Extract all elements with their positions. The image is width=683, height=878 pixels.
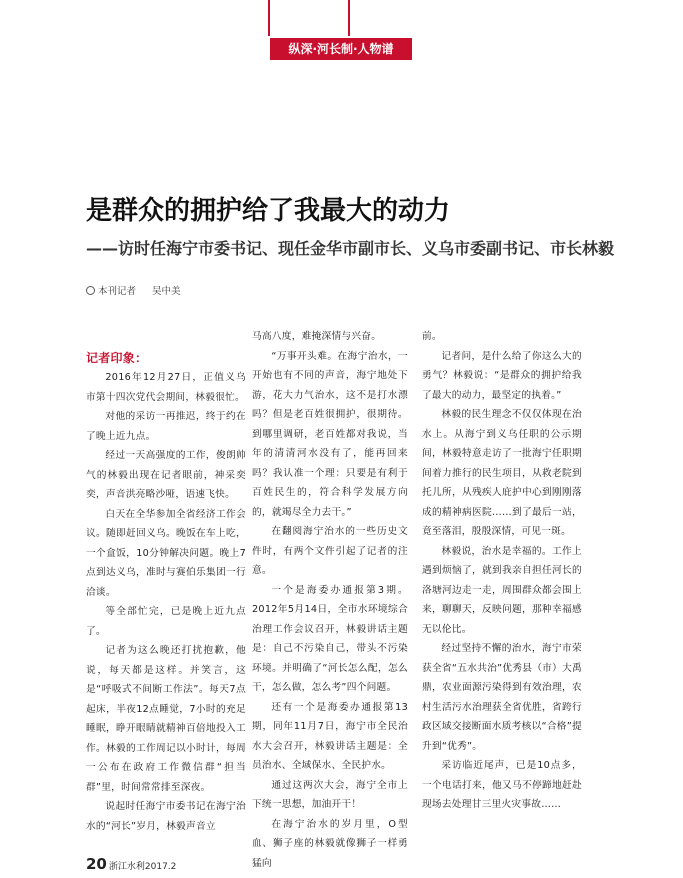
section-heading: 记者印象： (86, 351, 148, 365)
paragraph: 等全部忙完，已是晚上近九点了。 (86, 606, 246, 637)
paragraph: 通过这两次大会，海宁全市上下统一思想，加油开干！ (252, 779, 408, 810)
paragraph: 在翻阅海宁治水的一些历史文件时，有两个文件引起了记者的注意。 (252, 526, 408, 576)
paragraph: 马高八度，难掩深情与兴奋。 (252, 331, 382, 342)
paragraph: 记者为这么晚还打扰抱歉，他说，每天都是这样。并笑言，这是“呼吸式不间断工作法”。每天7点起床，半夜12点睡觉，7小时的充足睡眠，睁开眼睛就精神百倍地投入工作。林毅的工作周记以小时计，每周一公布在政府工作微信群“担当群”里，时间常常排至深夜。 (86, 645, 246, 793)
paragraph: 一个是海委办通报第3期。2012年5月14日，全市水环境综合治理工作会议召开，林毅讲话主题是：自己不污染自己，带头不污染环境。并明确了“河长怎么配，怎么干，怎么做，怎么考”四个问题。 (252, 584, 408, 693)
text-column-2 (252, 327, 408, 873)
magazine-name: 浙江水利 (108, 862, 145, 872)
paragraph: 林毅说，治水是幸福的。工作上遇到烦恼了，就到我亲自担任河长的洛塘河边走一走，周围群众都会围上来，聊聊天，反映问题，那种幸福感无以伦比。 (422, 545, 582, 635)
page-number: 20 (86, 855, 107, 873)
circle-icon (86, 286, 95, 295)
section-banner: 纵深·河长制·人物谱 (270, 38, 412, 60)
paragraph: 前。 (422, 331, 442, 342)
byline-label: 本刊记者 (98, 286, 137, 297)
paragraph: 林毅的民生理念不仅仅体现在治水上。从海宁到义乌任职的公示期间，林毅特意走访了一批海宁任职期间着力推行的民生项目，从救老院到托儿所，从残疾人庇护中心到刚刚落成的精神病医院……到了最后一站，竟至落泪，殷殷深情，可见一斑。 (422, 409, 582, 537)
byline-name: 吴中美 (152, 286, 181, 297)
header-rule-left (268, 0, 270, 36)
article-title: 是群众的拥护给了我最大的动力 (86, 196, 451, 226)
article-subtitle: ——访时任海宁市委书记、现任金华市副市长、义乌市委副书记、市长林毅 (86, 239, 615, 258)
byline (86, 283, 181, 297)
paragraph: 白天在全华参加全省经济工作会议。随即赶回义乌。晚饭在车上吃，一个盒饭，10分钟解决问题。晚上7点到达义乌，准时与赛伯乐集团一行洽谈。 (86, 508, 246, 598)
paragraph: 在海宁治水的岁月里，O型血、狮子座的林毅就像狮子一样勇猛向 (252, 818, 408, 869)
text-column-1 (86, 348, 246, 836)
paragraph: 说起时任海宁市委书记在海宁治水的“河长”岁月，林毅声音立 (86, 801, 246, 832)
text-column-3 (422, 327, 582, 815)
paragraph: 还有一个是海委办通报第13期，同年11月7日，海宁市全民治水大会召开，林毅讲话主题是：全员治水、全域保水、全民护水。 (252, 701, 408, 771)
paragraph: 对他的采访一再推迟，终于约在了晚上近九点。 (86, 411, 246, 442)
paragraph: 采访临近尾声，已是10点多，一个电话打来，他又马不停蹄地赶赴现场去处理甘三里火灾事故…… (422, 760, 582, 810)
paragraph: 经过一天高强度的工作，俊朗帅气的林毅出现在记者眼前，神采奕奕，声音洪亮略沙哑，语速飞快。 (86, 450, 246, 500)
issue-number: 2017.2 (144, 862, 177, 872)
paragraph: 经过坚持不懈的治水，海宁市荣获全省“五水共治”优秀县（市）大禹鼎，农业面源污染得到有效治理，农村生活污水治理获全省优胜，省跨行政区域交接断面水质考核以“合格”提升到“优秀”。 (422, 643, 582, 752)
paragraph: “万事开头难。在海宁治水，一开始也有不同的声音，海宁地处下游，花大力气治水，这不是打水漂吗？但是老百姓很拥护，很期待。到哪里调研，老百姓都对我说，当年的清清河水没有了，能再回来吗？我认准一个理：只要是有利于百姓民生的，符合科学发展方向的，就竭尽全力去干。” (252, 350, 408, 518)
page-footer (86, 854, 176, 873)
paragraph: 记者问，是什么给了你这么大的勇气？林毅说：“是群众的拥护给我了最大的动力，最坚定的执着。” (422, 350, 582, 401)
paragraph: 2016年12月27日，正值义乌市第十四次党代会期间，林毅很忙。 (86, 372, 246, 403)
header-rule-right (348, 0, 350, 36)
